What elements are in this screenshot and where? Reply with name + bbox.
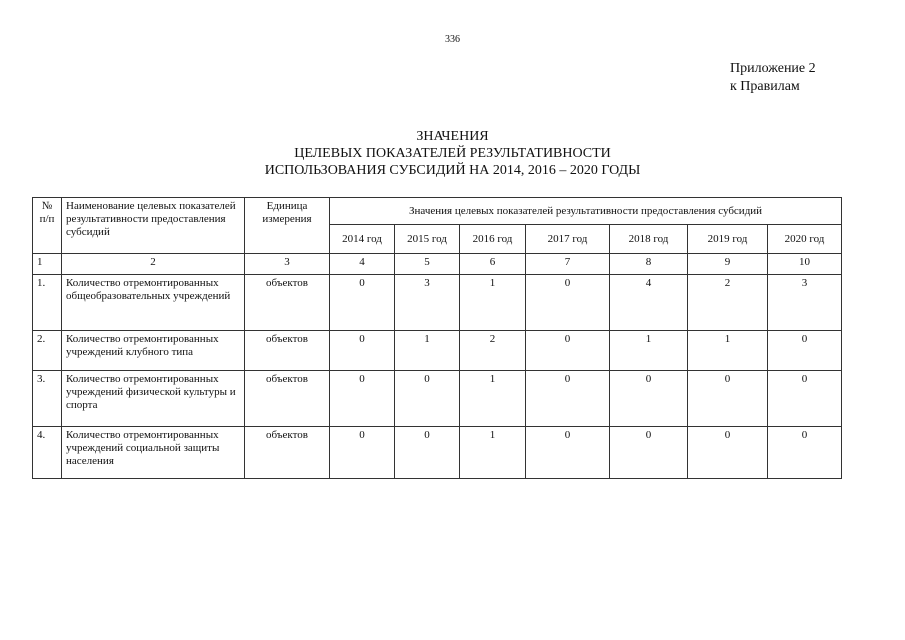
row-name: Количество отремонтированных учреждений социальной защиты населения	[62, 427, 245, 479]
row-value: 3	[395, 275, 460, 331]
appendix-line-2: к Правилам	[730, 79, 800, 94]
column-number: 6	[460, 254, 526, 275]
row-name: Количество отремонтированных учреждений клубного типа	[62, 331, 245, 371]
column-number: 4	[330, 254, 395, 275]
title-line-2: ЦЕЛЕВЫХ ПОКАЗАТЕЛЕЙ РЕЗУЛЬТАТИВНОСТИ	[294, 146, 611, 161]
row-value: 3	[768, 275, 842, 331]
row-value: 1	[460, 275, 526, 331]
table-row	[33, 275, 842, 331]
column-number: 1	[33, 254, 62, 275]
row-unit: объектов	[245, 331, 330, 371]
row-value: 0	[610, 427, 688, 479]
row-value: 0	[330, 275, 395, 331]
row-value: 0	[768, 331, 842, 371]
row-name: Количество отремонтированных учреждений физической культуры и спорта	[62, 371, 245, 427]
header-year: 2017 год	[526, 225, 610, 254]
column-number: 10	[768, 254, 842, 275]
header-name: Наименование целевых показателей результативности предоставления субсидий	[62, 198, 245, 254]
row-num: 2.	[33, 331, 62, 371]
row-name: Количество отремонтированных общеобразовательных учреждений	[62, 275, 245, 331]
row-value: 0	[688, 427, 768, 479]
column-number: 5	[395, 254, 460, 275]
header-year: 2019 год	[688, 225, 768, 254]
row-value: 1	[395, 331, 460, 371]
table-row	[33, 427, 842, 479]
row-value: 1	[688, 331, 768, 371]
row-value: 0	[688, 371, 768, 427]
row-value: 0	[395, 371, 460, 427]
row-value: 0	[768, 371, 842, 427]
title-line-1: ЗНАЧЕНИЯ	[416, 129, 489, 144]
row-unit: объектов	[245, 275, 330, 331]
row-unit: объектов	[245, 427, 330, 479]
page-number: 336	[445, 34, 460, 45]
table-row	[33, 331, 842, 371]
row-value: 1	[460, 427, 526, 479]
header-unit: Единица измерения	[245, 198, 330, 254]
header-values-group: Значения целевых показателей результативности предоставления субсидий	[330, 198, 842, 225]
row-value: 0	[330, 331, 395, 371]
row-value: 0	[768, 427, 842, 479]
column-number: 9	[688, 254, 768, 275]
column-number: 2	[62, 254, 245, 275]
row-unit: объектов	[245, 371, 330, 427]
row-num: 4.	[33, 427, 62, 479]
row-value: 0	[526, 371, 610, 427]
row-value: 0	[526, 427, 610, 479]
appendix-note	[730, 60, 816, 96]
header-year: 2014 год	[330, 225, 395, 254]
appendix-line-1: Приложение 2	[730, 61, 816, 76]
header-year: 2018 год	[610, 225, 688, 254]
row-num: 1.	[33, 275, 62, 331]
row-value: 2	[688, 275, 768, 331]
row-value: 0	[610, 371, 688, 427]
title-line-3: ИСПОЛЬЗОВАНИЯ СУБСИДИЙ НА 2014, 2016 – 2020 ГОДЫ	[264, 163, 641, 178]
row-value: 4	[610, 275, 688, 331]
header-year: 2016 год	[460, 225, 526, 254]
indicators-table	[32, 197, 842, 479]
row-value: 2	[460, 331, 526, 371]
header-year: 2020 год	[768, 225, 842, 254]
row-value: 0	[526, 275, 610, 331]
column-number: 3	[245, 254, 330, 275]
row-value: 0	[330, 371, 395, 427]
header-year: 2015 год	[395, 225, 460, 254]
column-number: 8	[610, 254, 688, 275]
row-num: 3.	[33, 371, 62, 427]
table-row	[33, 371, 842, 427]
document-title	[0, 128, 905, 179]
row-value: 0	[526, 331, 610, 371]
row-value: 1	[610, 331, 688, 371]
header-num: № п/п	[33, 198, 62, 254]
row-value: 0	[330, 427, 395, 479]
column-number: 7	[526, 254, 610, 275]
header-row	[33, 198, 842, 225]
row-value: 1	[460, 371, 526, 427]
column-number-row	[33, 254, 842, 275]
row-value: 0	[395, 427, 460, 479]
